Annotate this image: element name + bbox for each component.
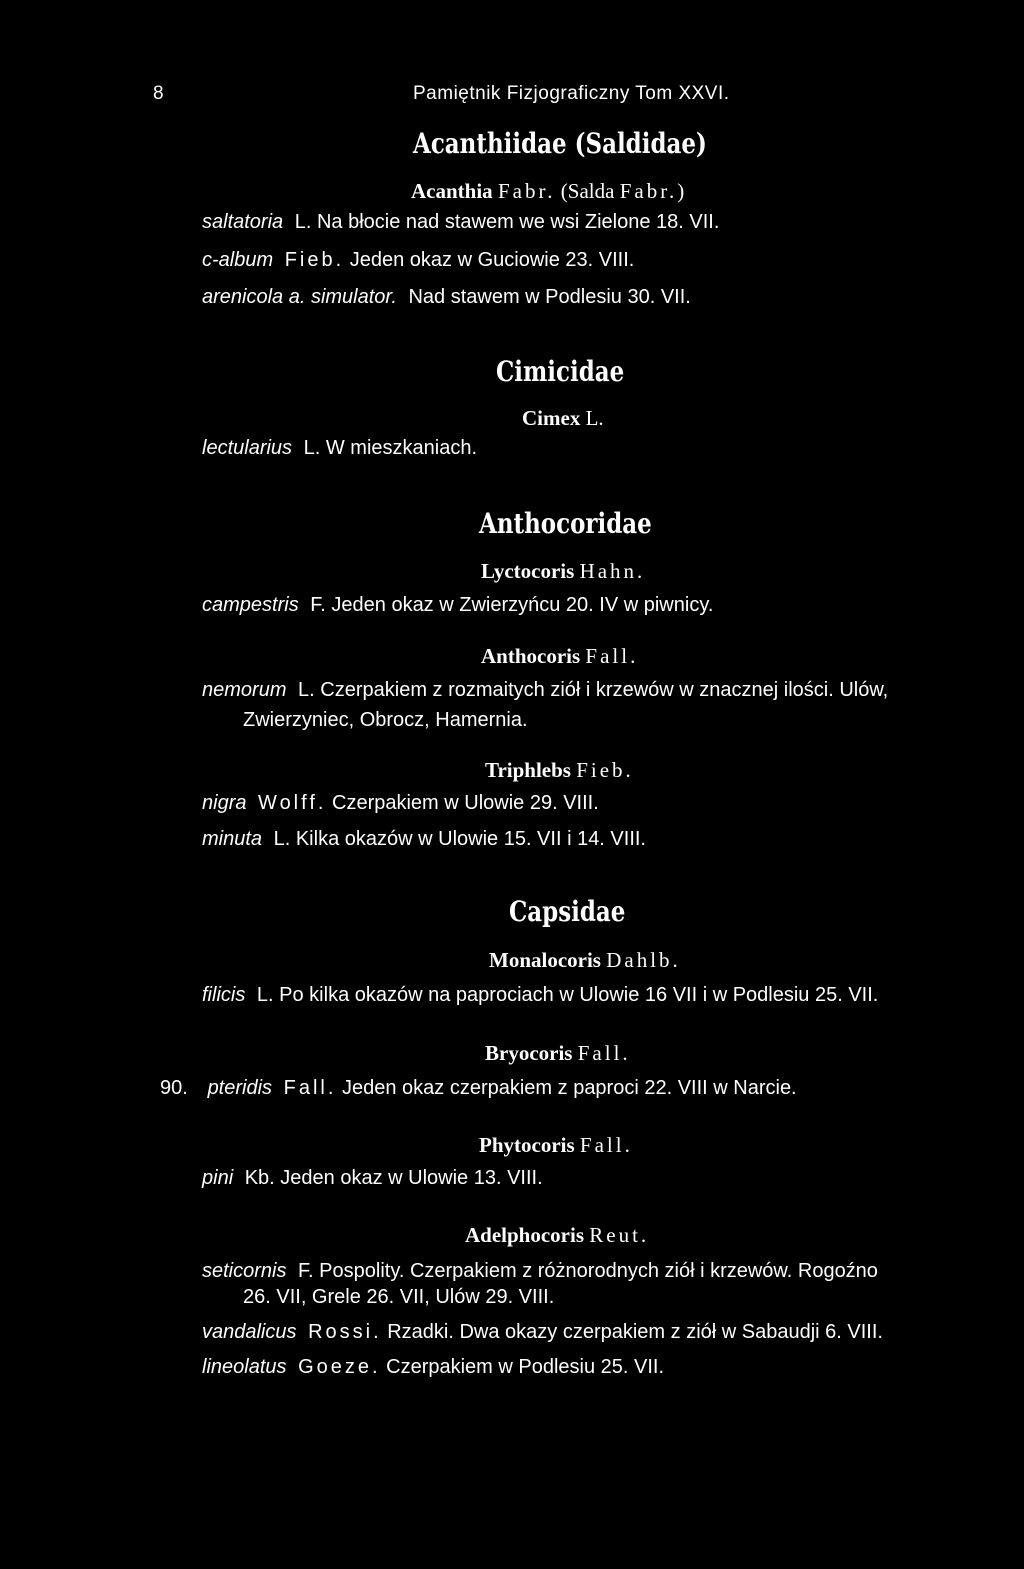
species-entry [202,212,719,232]
genus-name: Adelphocoris [465,1223,585,1247]
genus-name: Phytocoris [479,1133,575,1157]
genus-author: Fieb. [576,758,634,782]
species-name: nigra [202,792,247,814]
species-text: Kilka okazów w Ulowie 15. VII i 14. VIII. [295,828,646,850]
species-entry [202,793,599,813]
running-title: Pamiętnik Fizjograficzny Tom XXVI. [413,83,730,104]
species-text: Jeden okaz w Guciowie 23. VIII. [349,249,635,271]
genus-name: Monalocoris [489,948,601,972]
species-author: L. [303,437,321,459]
family-heading: Acanthiidae (Saldidae) [413,127,707,160]
genus-author: Hahn. [579,559,646,583]
species-text: Czerpakiem w Ulowie 29. VIII. [332,792,599,814]
species-author: L. [256,984,274,1006]
species-entry [202,287,691,307]
species-text: Jeden okaz czerpakiem z paproci 22. VIII w Narcie. [341,1077,797,1099]
genus-author: Fabr. [497,179,556,203]
species-text: W mieszkaniach. [325,437,478,459]
genus-author: Fall. [577,1041,631,1065]
species-name: campestris [202,594,299,616]
species-name: pini [202,1167,234,1189]
species-name: saltatoria [202,211,284,233]
genus-heading [485,760,634,781]
genus-heading [411,181,687,202]
species-author: F. [298,1260,314,1282]
species-entry [202,1322,883,1342]
species-text-continued: 26. VII, Grele 26. VII, Ulów 29. VIII. [243,1286,555,1308]
species-author: Fieb. [284,249,345,271]
genus-author: L. [585,406,604,430]
species-author: Goeze. [298,1356,381,1378]
species-text: Pospolity. Czerpakiem z różnorodnych ziół i krzewów. Rogoźno [319,1260,878,1282]
entry-number: 90. [160,1077,188,1099]
species-name: lineolatus [202,1356,287,1378]
species-entry [160,1078,797,1098]
species-entry [202,1168,543,1188]
species-text: Po kilka okazów na paprociach w Ulowie 16 VII i w Podlesiu 25. VII. [279,984,879,1006]
species-name: filicis [202,984,246,1006]
species-author: Wolff. [258,792,327,814]
species-text: Jeden okaz w Zwierzyńcu 20. IV w piwnicy. [331,594,714,616]
genus-author: Dahlb. [606,948,681,972]
family-heading: Anthocoridae [479,507,652,540]
family-heading: Capsidae [509,895,626,928]
species-text-continued: Zwierzyniec, Obrocz, Hamernia. [243,709,528,731]
species-entry [202,829,646,849]
species-name: minuta [202,828,263,850]
genus-author: Fall. [579,1133,633,1157]
species-name: arenicola a. simulator. [202,286,397,308]
species-name: lectularius [202,437,293,459]
species-entry [202,438,477,458]
species-name: pteridis [207,1077,273,1099]
genus-heading [489,950,681,971]
species-text: Nad stawem w Podlesiu 30. VII. [408,286,691,308]
genus-heading [522,408,604,429]
species-text: Czerpakiem w Podlesiu 25. VII. [386,1356,665,1378]
species-text: Czerpakiem z rozmaitych ziół i krzewów w znacznej ilości. Ulów, [320,679,889,701]
species-author: L. [298,679,315,701]
family-heading: Cimicidae [496,355,625,388]
species-name: seticornis [202,1260,287,1282]
species-entry [202,1261,878,1281]
genus-author: Fall. [585,644,639,668]
genus-heading [465,1225,649,1246]
species-author: Fall. [283,1077,337,1099]
species-entry [202,250,634,270]
species-entry [202,985,878,1005]
species-text: Na błocie nad stawem we wsi Zielone 18. VII. [316,211,720,233]
species-name: c-album [202,249,274,271]
genus-name: Triphlebs [485,758,571,782]
genus-heading [481,646,638,667]
species-text: Jeden okaz w Ulowie 13. VIII. [280,1167,543,1189]
species-entry [202,595,713,615]
species-author: F. [310,594,326,616]
genus-heading [479,1135,633,1156]
genus-name: Anthocoris [481,644,581,668]
genus-name: Lyctocoris [481,559,575,583]
genus-heading [485,1043,631,1064]
page-number: 8 [153,83,165,104]
genus-name: Bryocoris [485,1041,573,1065]
genus-synonym: (Salda [560,179,615,203]
species-entry [202,1357,664,1377]
species-author: L. [294,211,312,233]
species-author: Kb. [244,1167,275,1189]
species-text: Rzadki. Dwa okazy czerpakiem z ziół w Sabaudji 6. VIII. [387,1321,883,1343]
genus-synonym-author: Fabr.) [619,179,688,203]
species-name: nemorum [202,679,287,701]
species-entry [202,680,888,700]
species-name: vandalicus [202,1321,297,1343]
genus-heading [481,561,645,582]
species-author: L. [273,828,291,850]
genus-name: Cimex [522,406,581,430]
species-author: Rossi. [308,1321,382,1343]
genus-author: Reut. [589,1223,650,1247]
genus-name: Acanthia [411,179,493,203]
